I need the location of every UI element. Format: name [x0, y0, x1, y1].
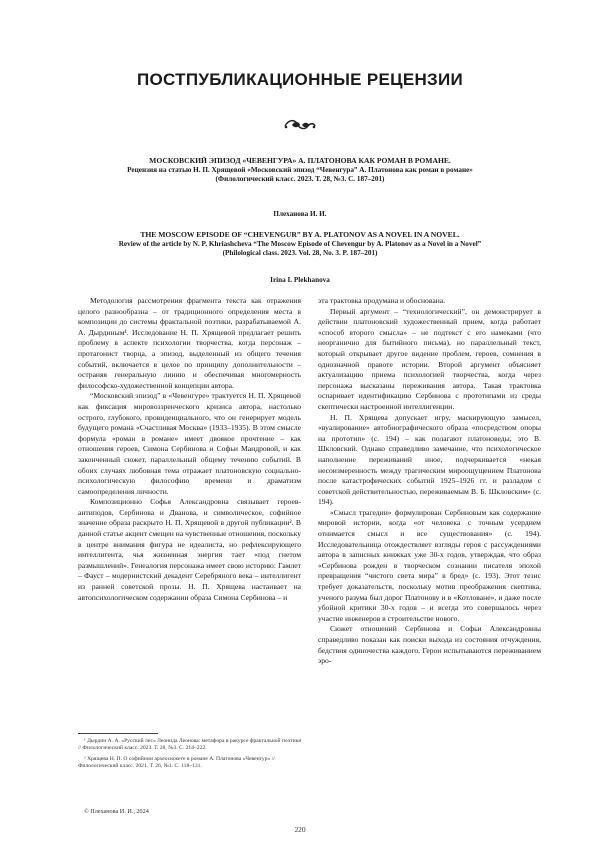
- footnote: ¹ Дырдин А. А. «Русский лес» Леонида Леонова: метафора в ракурсе фрактальной поэтики // Филологический класс. 2023. Т. 28, №3. С. 214–222.: [78, 738, 302, 752]
- section-title: ПОСТПУБЛИКАЦИОННЫЕ РЕЦЕНЗИИ: [136, 70, 464, 89]
- paragraph: Методология рассмотрения фрагмента текста как отражения целого разнообразна – от традиционного определения места в композиции до системы фрактальной поэтики, разрабатываемой А. А. Дырдиным¹. Исследование Н. П. Хрящевой предлагает решить проблему в аспекте психологии творчества, когда персонаж – протагонист творца, а эпизод, выделенный из общего течения событий, включается в целое по принципу дополнительности – остраняя генеральную линию и обеспечивая многомерность философско-художественной концепции автора.: [78, 296, 301, 390]
- ru-article-source: (Филологический класс. 2023. Т. 28, №3. С. 187–201): [215, 175, 385, 184]
- page-number: 220: [294, 825, 306, 834]
- en-article-subtitle: Review of the article by N. P. Khriashcheva “The Moscow Episode of Chevengur by A. Platonov as a Novel in a Novel”: [118, 239, 482, 248]
- paragraph: Сюжет отношений Сербинова и Софьи Александровны справедливо показан как поиски выхода из состояния отчуждения, бедствия одиночества каждого. Герои испытываются переживанием эро-: [318, 624, 541, 666]
- paragraph: эта трактовка продумана и обоснована.: [318, 296, 446, 305]
- paragraph: Н. П. Хрящева допускает игру, маскирующую замысел, «вуалирование» автобиографического образа «посредством опоры на прототип» (с. 194) – как полагают платоноведы, это В. Шкловский. Однако справедливо замечание, что психологическое наполнение переживаний иное, подчеркивается «некая несоизмеренность между трагическим мироощущением Платонова после катастрофических событий 1925–1926 гг. и разладом с советской действительностью, переживаемым В. Б. Шкловским» (с. 194).: [318, 412, 541, 507]
- en-heading: [80, 230, 520, 259]
- left-column: [78, 296, 301, 603]
- copyright-notice: © Плеханова И. И., 2024: [84, 808, 149, 815]
- en-article-source: (Philological class. 2023. Vol. 28, No. 3. P. 187–201): [222, 249, 378, 258]
- ru-article-title: МОСКОВСКИЙ ЭПИЗОД «ЧЕВЕНГУРА» А. ПЛАТОНОВА КАК РОМАН В РОМАНЕ.: [149, 156, 451, 165]
- en-author: Irina I. Plekhanova: [270, 276, 330, 284]
- en-article-title: THE MOSCOW EPISODE OF “CHEVENGUR” BY A. PLATONOV AS A NOVEL IN A NOVEL.: [140, 230, 460, 239]
- paragraph: «Смысл трагедии» формулирован Сербиновым как содержание мировой истории, когда «от человека с точным усердием отнимается смысл и все существования» (с. 194). Исследовательница отождествляет взгляды героя с рассуждениями автора в записных книжках уже 30-х годов, утверждая, что образ «Сербинова рожден в творческом сознании писателя эпохой превращения “чистого света мира” в бред» (с. 193). Этот тезис требует доказательств, поскольку мотив преображения скептика, ученого разума был дорог Платонову и в «Котловане», и даже после убойной критики 30-х годов – и всегда это совершалось через участие инженеров в строительстве нового.: [318, 507, 541, 623]
- paragraph: “Московский эпизод” в «Чевенгуре» трактуется Н. П. Хрящевой как фиксация мировоззренческого кризиса автора, настолько острого, глубокого, провиденциального, что он генерирует модель будущего романа «Счастливая Москва» (1933–1935). В этом смысле формула «роман в романе» имеет двоякое прочтение – как отношения героев, Симона Сербинова и Софьи Мандровой, и как законченный сюжет, параллельный общему течению событий. В обоих случаях любовная тема отражает платоновскую социально-психологическую философию времени и драматизм самоопределения личности.: [78, 391, 301, 496]
- ru-author: Плеханова И. И.: [273, 210, 327, 218]
- right-column: [318, 296, 541, 667]
- ru-heading: [80, 156, 520, 185]
- footnote-divider: [78, 733, 158, 734]
- ru-article-subtitle: Рецензия на статью Н. П. Хрящевой «Московский эпизод “Чевенгура” А. Платонова как роман в романе»: [127, 165, 473, 174]
- footnotes: [78, 738, 303, 774]
- leaf-flourish-icon: [283, 117, 317, 133]
- paragraph: Композиционно Софья Александровна связывает героев-антиподов, Сербинова и Дванова, и символическое, софийное значение образа раскрыто Н. П. Хрящевой в другой публикации². В данной статье акцент смещен на чувственные отношения, поскольку в центре внимания фигура не идеалиста, но рефлексирующего интеллигента, чья жизненная энергия тает «под гнетом размышлений». Генеалогия персонажа имеет свою историю: Гамлет – Фауст – модернистский декадент Серебряного века – интеллигент из ранней советской прозы. Н. П. Хрящева настаивает на автопсихологическом содержании образа Симона Сербинова – и: [78, 497, 301, 602]
- footnote: ² Хрящева Н. П. О софийном археосюжете в романе А. Платонова «Чевенгур» // Филологический класс. 2021. Т. 26, №1. С. 118–131.: [78, 755, 275, 770]
- paragraph: Первый аргумент – “технологический”, он демонстрирует в действии платоновский художественный прием, когда работает «способ второго смысла» – не подтекст с его намеками (что неорганично для бытийного письма), но параллельный текст, который открывает другое видение проблем, героев, сомнения в однозначной правоте истории. Второй аргумент объясняет актуализацию приема психологией творчества, когда через персонажа высказаны переживания автора. Такая трактовка оспаривает идентификацию Сербинова с прототипами из среды скептически настроенной интеллигенции.: [318, 306, 541, 411]
